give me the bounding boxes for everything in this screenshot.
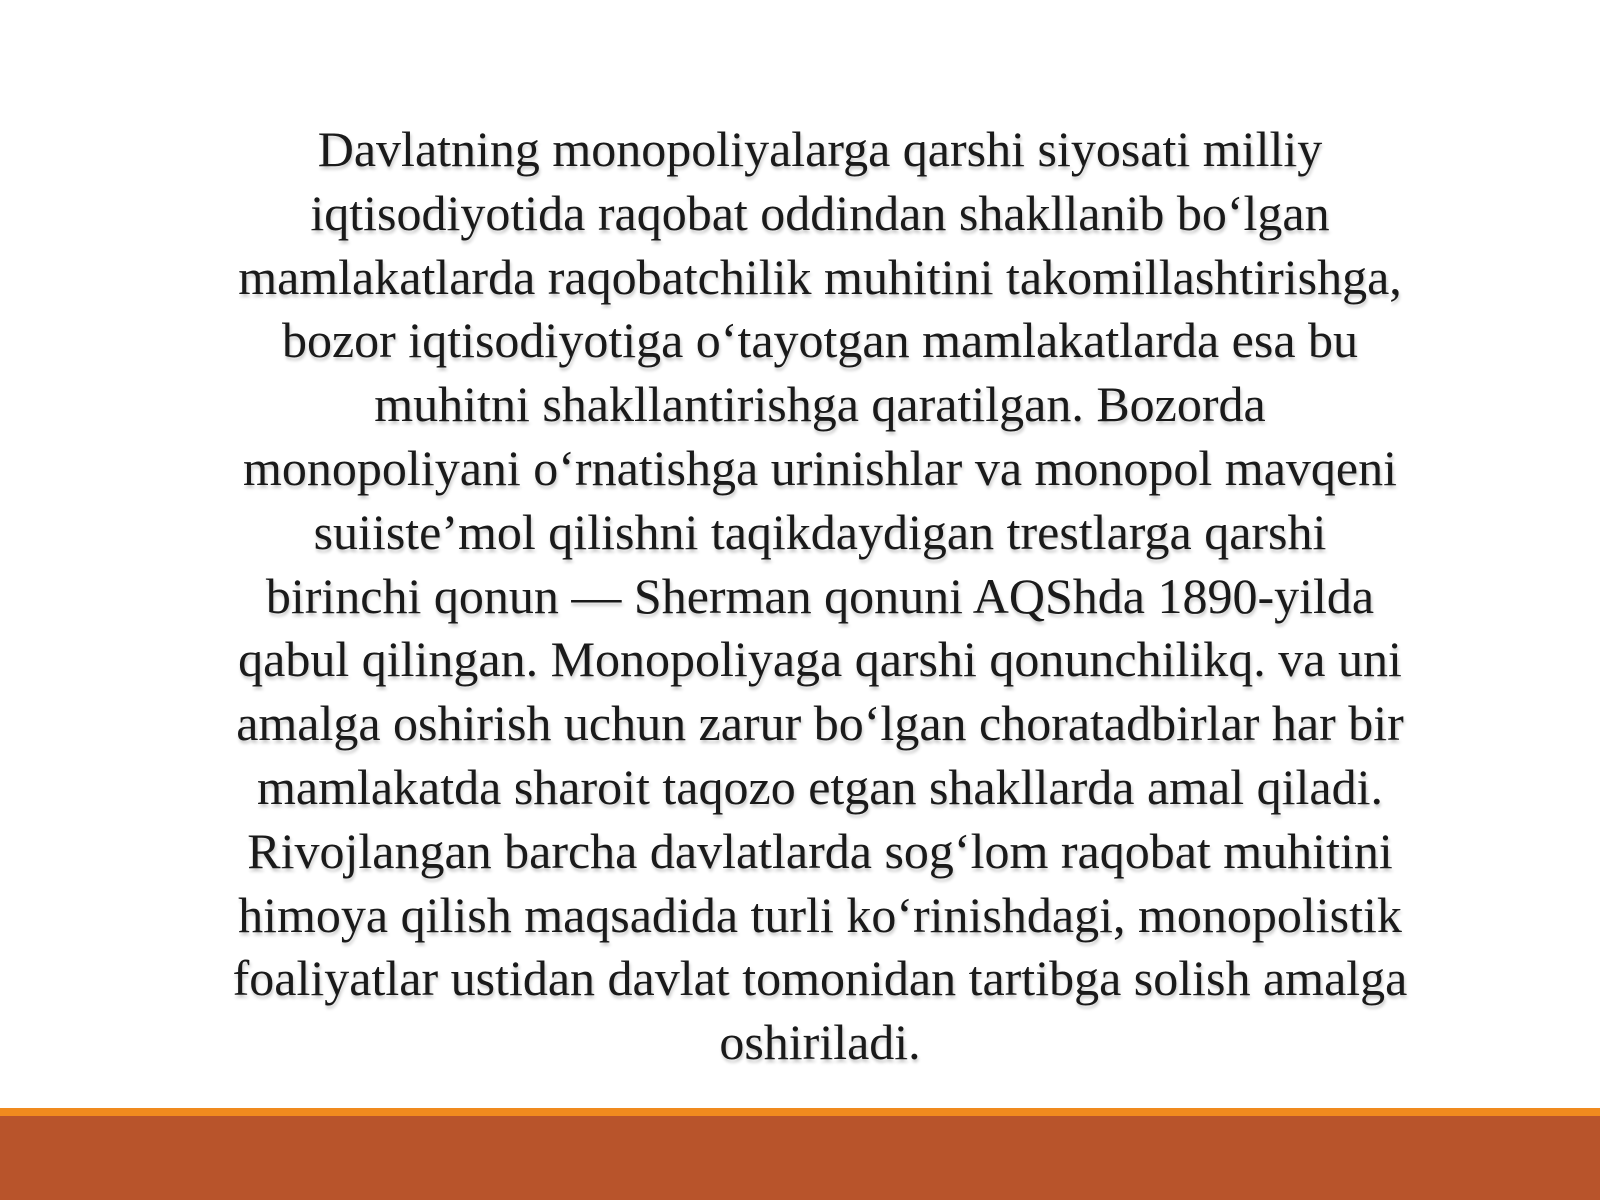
text-line: iqtisodiyotida raqobat oddindan shakllanib bo‘lgan xyxy=(310,184,1330,241)
text-line: Davlatning monopoliyalarga qarshi siyosati milliy xyxy=(317,121,1323,177)
text-line: bozor iqtisodiyotiga o‘tayotgan mamlakatlarda esa bu xyxy=(281,312,1359,369)
text-line: mamlakatlarda raqobatchilik muhitini takomillashtirishga, xyxy=(238,248,1402,305)
text-line: himoya qilish maqsadida turli ko‘rinishdagi, monopolistik xyxy=(238,886,1402,943)
footer-band xyxy=(0,1116,1600,1200)
text-line: monopoliyani o‘rnatishga urinishlar va monopol mavqeni xyxy=(243,439,1397,496)
text-line: suiiste’mol qilishni taqikdaydigan trestlarga qarshi xyxy=(313,503,1327,560)
text-line: birinchi qonun — Sherman qonuni AQShda 1890-yilda xyxy=(265,567,1375,624)
slide-body-text xyxy=(200,118,1440,1075)
text-line: mamlakatda sharoit taqozo etgan shakllarda amal qiladi. xyxy=(257,758,1383,815)
footer-accent-line xyxy=(0,1108,1600,1116)
text-line: Rivojlangan barcha davlatlarda sog‘lom raqobat muhitini xyxy=(247,822,1393,879)
text-line: amalga oshirish uchun zarur bo‘lgan choratadbirlar har bir xyxy=(236,695,1404,752)
text-line: foaliyatlar ustidan davlat tomonidan tartibga solish amalga xyxy=(232,950,1408,1007)
text-line: muhitni shakllantirishga qaratilgan. Bozorda xyxy=(374,376,1266,433)
text-line: oshiriladi. xyxy=(719,1014,921,1071)
text-line: qabul qilingan. Monopoliyaga qarshi qonunchilikq. va uni xyxy=(238,631,1402,688)
